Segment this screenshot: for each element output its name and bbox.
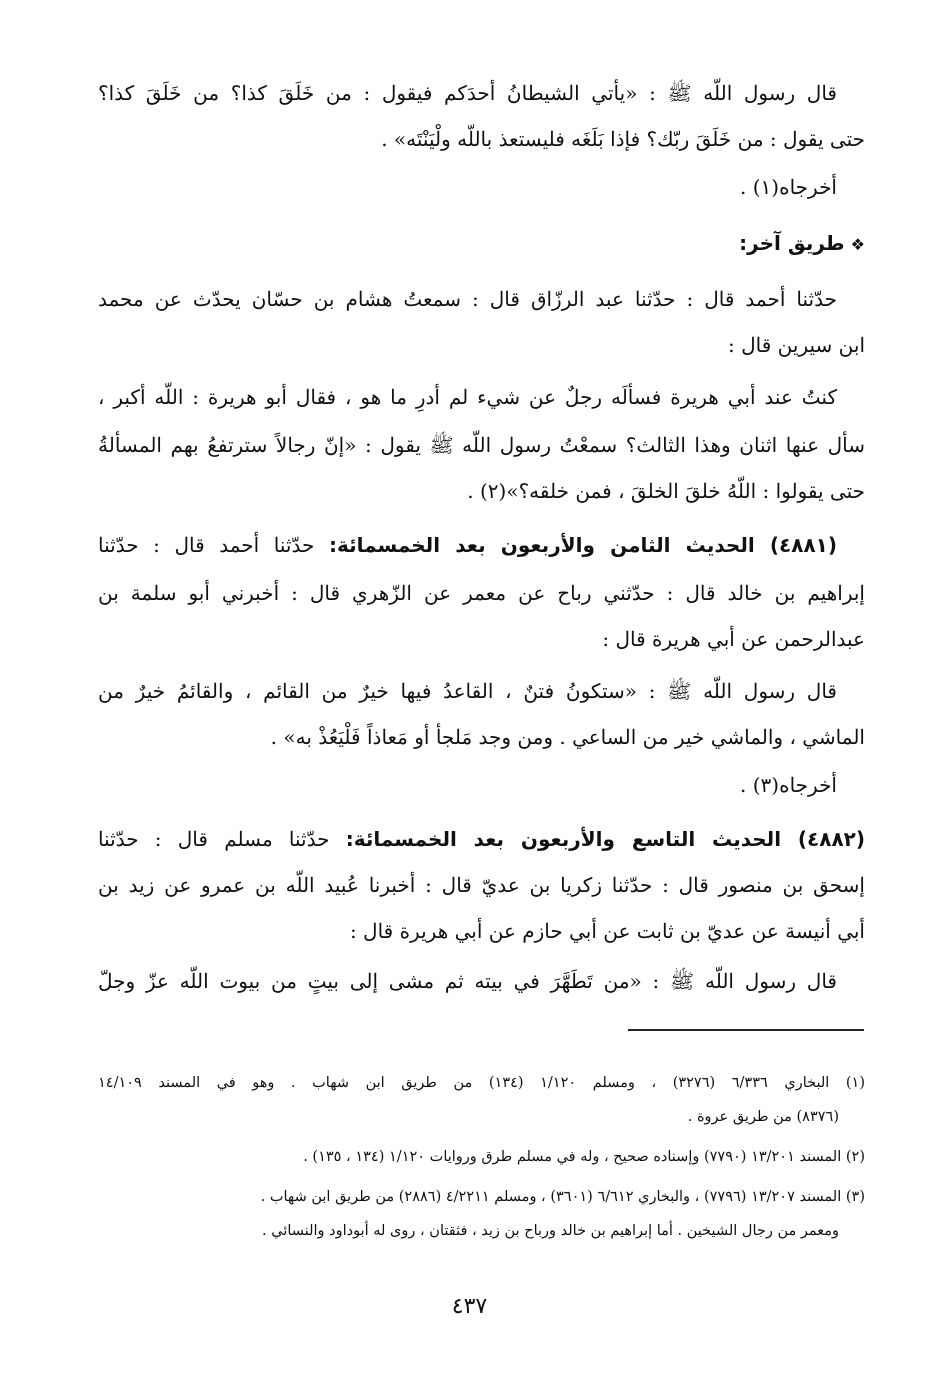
section-subheading <box>739 228 865 260</box>
takhrij-line: أخرجاه(١) . <box>740 175 837 199</box>
footnote-1-continuation: (٨٣٧٦) من طريق عروة . <box>687 1109 839 1125</box>
hadith-text-line: قال رسول اللّه ﷺ : «يأتي الشيطانُ أحدَكم فيقول : من خَلَقَ كذا؟ من خَلَقَ كذا؟ <box>98 81 837 105</box>
footnote-3-continuation: ومعمر من رجال الشيخين . أما إبراهيم بن خالد ورباح بن زيد ، فثقتان ، روى له أبوداود والنسائي . <box>262 1223 839 1239</box>
hadith-number-heading: (٤٨٨٢) الحديث التاسع والأربعون بعد الخمسمائة: <box>345 827 865 851</box>
hadith-text-line: حتى يقولوا : اللّهُ خلقَ الخلقَ ، فمن خلقه؟»(٢) . <box>467 479 865 503</box>
hadith-text-line: الماشي ، والماشي خير من الساعي . ومن وجد مَلجأً أو مَعاذاً فَلْيَعُذْ به» . <box>270 725 865 749</box>
isnad-line: أبي أنيسة عن عديّ بن ثابت عن أبي حازم عن أبي هريرة قال : <box>349 919 865 943</box>
footnote-1: (١) البخاري ٦/٣٣٦ (٣٢٧٦) ، ومسلم ١/١٢٠ (١٣٤) من طريق ابن شهاب . وهو في المسند ١٤/١٠٩ <box>98 1075 865 1091</box>
isnad-text: حدّثنا مسلم قال : حدّثنا <box>98 827 346 851</box>
hadith-heading-line <box>98 824 865 854</box>
isnad-text: حدّثنا أحمد قال : حدّثنا <box>98 533 329 557</box>
hadith-text-line: قال رسول اللّه ﷺ : «ستكونُ فتنٌ ، القاعدُ فيها خيرٌ من القائم ، والقائمُ خيرٌ من <box>98 679 837 703</box>
takhrij-line: أخرجاه(٣) . <box>740 773 837 797</box>
page-number: ٤٣٧ <box>451 1294 488 1319</box>
hadith-text-line: كنتُ عند أبي هريرة فسأَلَه رجلٌ عن شيء لم أدرِ ما هو ، فقال أبو هريرة : اللّه أكبر ، <box>98 385 837 409</box>
isnad-line: عبدالرحمن عن أبي هريرة قال : <box>602 627 865 651</box>
subheading-text: طريق آخر: <box>739 231 845 255</box>
footnote-separator <box>628 1029 864 1031</box>
diamond-bullet-icon: ❖ <box>850 235 865 254</box>
isnad-line: ابن سيرين قال : <box>728 333 865 357</box>
hadith-text-line: حتى يقول : من خَلَقَ ربّك؟ فإذا بَلَغَه فليستعذ باللّه ولْيَنْتَه» . <box>381 127 865 151</box>
isnad-line: إسحق بن منصور قال : حدّثنا زكريا بن عديّ قال : أخبرنا عُبيد اللّه بن عمرو عن زيد بن <box>98 873 865 897</box>
isnad-line: حدّثنا أحمد قال : حدّثنا عبد الرزّاق قال : سمعتُ هشام بن حسّان يحدّث عن محمد <box>98 287 837 311</box>
footnote-3: (٣) المسند ١٣/٢٠٧ (٧٧٩٦) ، والبخاري ٦/٦١٢ (٣٦٠١) ، ومسلم ٤/٢٢١١ (٢٨٨٦) من طريق ابن شهاب . <box>260 1189 865 1205</box>
hadith-text-line: قال رسول اللّه ﷺ : «من تَطَهَّرَ في بيته ثم مشى إلى بيتٍ من بيوت اللّه عزّ وجلّ <box>98 969 837 993</box>
isnad-line: إبراهيم بن خالد قال : حدّثني رباح عن معمر عن الزّهري قال : أخبرني أبو سلمة بن <box>98 581 865 605</box>
hadith-text-line: سأل عنها اثنان وهذا الثالث؟ سمعْتُ رسول اللّه ﷺ يقول : «إنّ رجالاً سترتفعُ بهم المسألةُ <box>98 433 865 457</box>
hadith-number-heading: (٤٨٨١) الحديث الثامن والأربعون بعد الخمسمائة: <box>328 533 837 557</box>
footnote-2: (٢) المسند ١٣/٢٠١ (٧٧٩٠) وإسناده صحيح ، وله في مسلم طرق وروايات ١/١٢٠ (١٣٤ ، ١٣٥) . <box>303 1149 865 1165</box>
hadith-heading-line <box>98 530 865 560</box>
